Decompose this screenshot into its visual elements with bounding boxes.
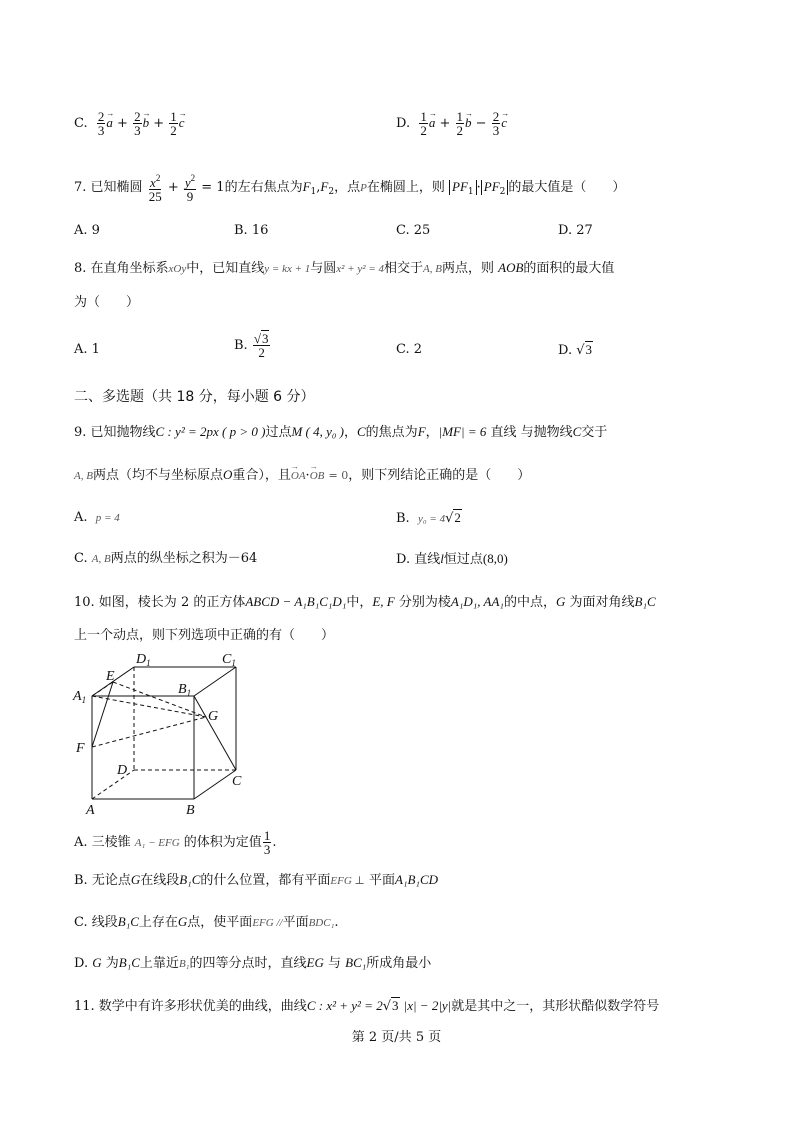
label-C1: $C_1$	[222, 652, 236, 668]
edge-B1C1	[194, 667, 236, 696]
segment-A1G	[92, 696, 206, 717]
q7-option-b: B. 16	[234, 223, 269, 238]
page-footer: 第 2 页/共 5 页	[351, 1030, 442, 1045]
q6-option-c: C. $\frac{2}{3}$ → a + $\frac{2}{3}$ → b + $\frac{1}{2}$ → c	[74, 110, 185, 137]
label-A: A	[86, 803, 95, 818]
q9-stem-line2: A, B两点（均不与坐标原点O重合），且→ OA·→ OB = 0，则下列结论正确的是（ ）	[74, 466, 530, 485]
q9-option-c: C. A, B两点的纵坐标之积为－64	[74, 551, 258, 566]
cube-figure	[70, 648, 260, 818]
q9-option-b: B. y₀ = 4√2	[396, 510, 461, 526]
q10-stem-line1: 10. 如图，棱长为 2 的正方体ABCD − A₁B₁C₁D₁中，E, F 分别为棱A₁D₁, AA₁的中点，G 为面对角线B₁C	[74, 594, 656, 610]
label-F: F	[76, 741, 85, 756]
q10-option-a: A. 三棱锥 A₁ − EFG 的体积为定值 $\frac{1}{3}$ .	[74, 828, 277, 857]
label-B1: $B_1$	[178, 682, 192, 698]
segment-FE	[92, 682, 113, 747]
q10-option-b: B. 无论点G在线段B₁C的什么位置，都有平面EFG ⊥ 平面A₁B₁CD	[74, 872, 439, 888]
segment-EG	[113, 682, 206, 717]
q7-stem: 7. 已知椭圆 $\frac{x^2}{25}$ + $\frac{y^2}{9}$ = 1的左右焦点为$F_1,F_2$，点P在椭圆上，则 $PF_1 \cdot PF_2$ 的最大值是（ ）	[74, 173, 626, 204]
q8-option-d: D. √3	[558, 342, 593, 358]
q8-option-a: A. 1	[74, 342, 100, 357]
label-C: C	[232, 774, 242, 789]
label-B: B	[186, 803, 195, 818]
edge-BC	[194, 770, 236, 799]
label-D: D	[117, 763, 128, 778]
q10-option-d: D. G 为B₁C上靠近B₁的四等分点时，直线EG 与 BC₁所成角最小	[74, 955, 432, 971]
q10-stem-line2: 上一个动点，则下列选项中正确的有（ ）	[74, 628, 335, 643]
q11-stem: 11. 数学中有许多形状优美的曲线，曲线C : x² + y² = 2√3 |x| − 2|y|就是其中之一，其形状酷似数学符号	[74, 998, 660, 1014]
q8-option-c: C. 2	[396, 342, 423, 357]
diag-B1C	[194, 696, 236, 770]
label-G: G	[208, 709, 219, 724]
q6-option-d: D. $\frac{1}{2}$ → a + $\frac{1}{2}$ → b − $\frac{2}{3}$ → c	[396, 110, 507, 137]
section-heading: 二、多选题（共 18 分，每小题 6 分）	[74, 389, 315, 405]
q7-option-d: D. 27	[558, 223, 593, 238]
label-A1: $A_1$	[73, 689, 87, 705]
segment-FG	[92, 717, 206, 747]
q7-option-c: C. 25	[396, 223, 431, 238]
q9-option-d: D. 直线l恒过点(8,0)	[396, 551, 508, 567]
q8-option-b: B. $\frac{√3}{2}$	[234, 331, 269, 360]
edge-AD	[92, 770, 134, 799]
q8-stem-line1: 8. 在直角坐标系xOy中，已知直线y = kx + 1与圆x² + y² = 4相交于A, B两点，则 AOB的面积的最大值	[74, 260, 615, 276]
q8-stem-line2: 为（ ）	[74, 295, 140, 310]
q7-option-a: A. 9	[74, 223, 100, 238]
label-D1: $D_1$	[136, 652, 151, 668]
q10-option-c: C. 线段B₁C上存在G点，使平面EFG //平面BDC₁.	[74, 914, 339, 930]
label-E: E	[106, 669, 115, 684]
q9-option-a: A. p = 4	[74, 510, 120, 525]
q9-stem-line1: 9. 已知抛物线C : y² = 2px ( p > 0 )过点M ( 4, y₀ )，C的焦点为F，|MF| = 6 直线 与抛物线C交于	[74, 424, 608, 440]
